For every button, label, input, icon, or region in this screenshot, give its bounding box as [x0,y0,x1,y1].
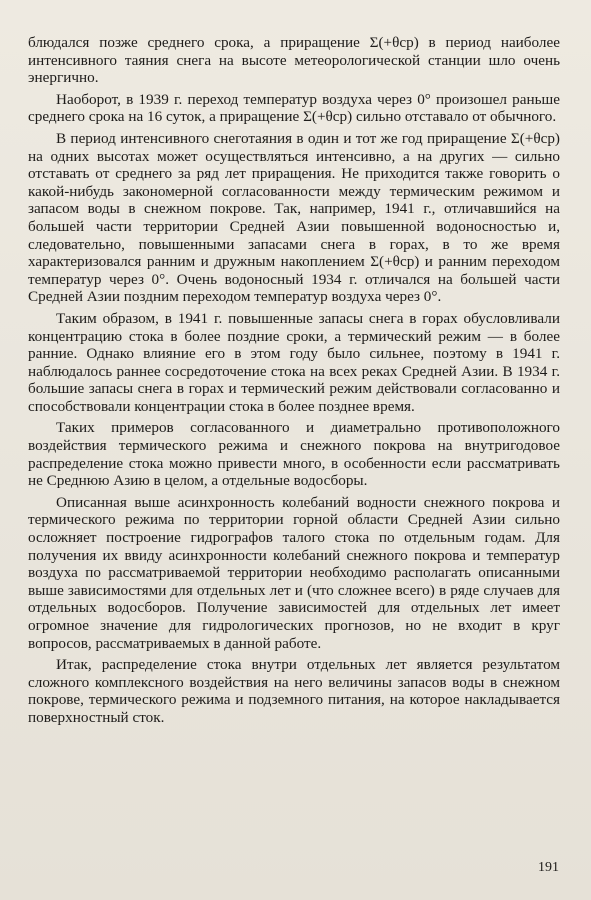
body-text [28,34,560,731]
paragraph: В период интенсивного снеготаяния в один и тот же год приращение Σ(+θср) на одних высотах может осуществляться интенсивно, а на других — сильно отставать от среднего за ряд лет приращения. Не приходится также говорить о какой-нибудь закономерной согласованности между термическим режимом и запасом воды в снежном покрове. Так, например, 1941 г., отличавшийся на большей части территории Средней Азии повышенной водоносностью и, следовательно, повышенными запасами снега в горах, в то же время характеризовался ранним и дружным накоплением Σ(+θср) и ранним переходом температур через 0°. Очень водоносный 1934 г. отличался на большей части Средней Азии поздним переходом температур воздуха через 0°. [28,129,560,306]
page-number: 191 [538,860,559,875]
paragraph: Итак, распределение стока внутри отдельных лет является результатом сложного комплексного воздействия на него величины запасов воды в снежном покрове, термического режима и подземного питания, на которое накладывается поверхностный сток. [28,656,560,726]
paragraph: Таким образом, в 1941 г. повышенные запасы снега в горах обусловливали концентрацию стока в более поздние сроки, а термический режим — в более ранние. Однако влияние его в этом году было сильнее, поэтому в 1941 г. наблюдалось раннее сосредоточение стока на всех реках Средней Азии. В 1934 г. большие запасы снега в горах и термический режим действовали согласованно и способствовали концентрации стока в более позднее время. [28,309,560,415]
paragraph-continuation: блюдался позже среднего срока, а приращение Σ(+θср) в период наиболее интенсивного таяния снега на высоте метеорологической станции шло очень энергично. [28,34,560,87]
paragraph: Описанная выше асинхронность колебаний водности снежного покрова и термического режима по территории горной области Средней Азии сильно осложняет построение гидрографов талого стока по отдельным годам. Для получения их ввиду асинхронности колебаний снежного покрова и температур воздуха по рассматриваемой территории необходимо располагать описанными выше зависимостями для отдельных лет и (что сложнее всего) в ряде случаев для отдельных водосборов. Получение зависимостей для отдельных лет имеет огромное значение для гидрологических прогнозов, но не входит в круг вопросов, рассматриваемых в данной работе. [28,493,560,652]
paragraph: Наоборот, в 1939 г. переход температур воздуха через 0° произошел раньше среднего срока на 16 суток, а приращение Σ(+θср) сильно отставало от обычного. [28,90,560,126]
paragraph: Таких примеров согласованного и диаметрально противоположного воздействия термического режима и снежного покрова на внутригодовое распределение стока можно привести много, в особенности если рассматривать не Среднюю Азию в целом, а отдельные водосборы. [28,419,560,490]
